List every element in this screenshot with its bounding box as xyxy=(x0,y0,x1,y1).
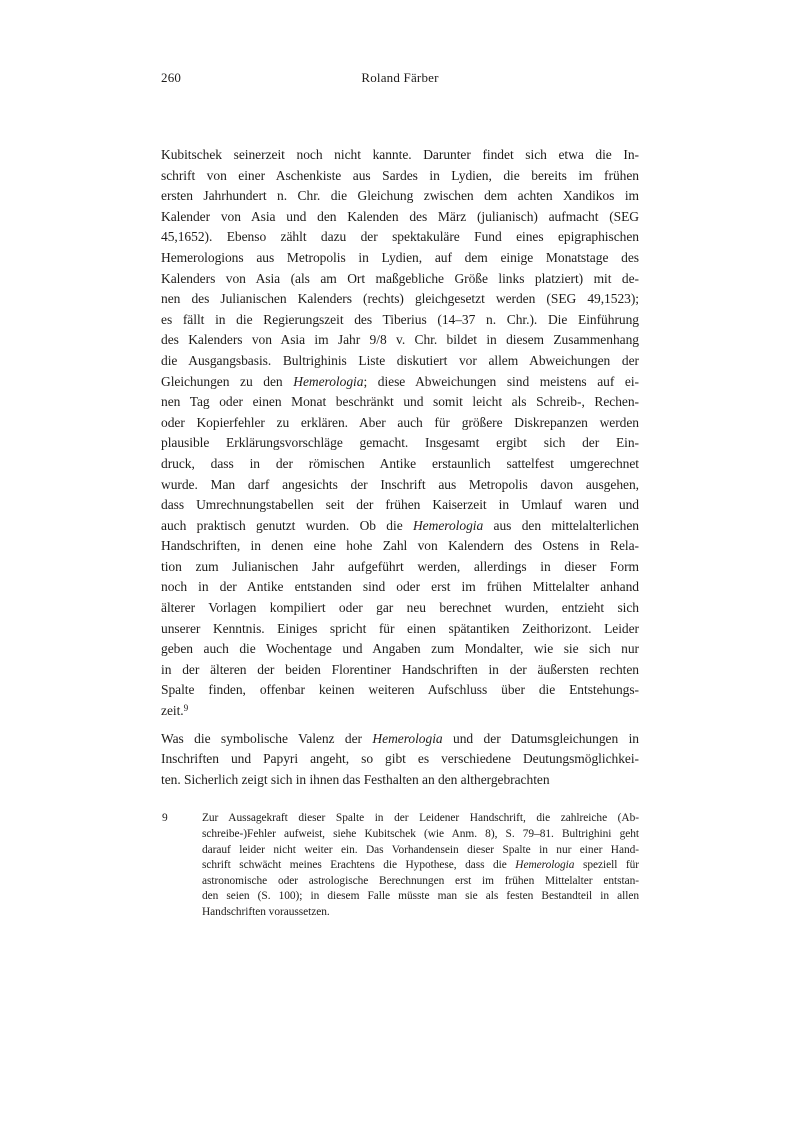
text-run: des Kalenders von Asia im Jahr 9/8 v. Chr. bildet in diesem Zusammenhang xyxy=(161,332,639,348)
text-line xyxy=(161,269,639,290)
text-line xyxy=(161,392,639,413)
text-line xyxy=(161,310,639,331)
text-run: die Ausgangsbasis. Bultrighinis Liste diskutiert vor allem Abweichungen der xyxy=(161,352,639,368)
text-line xyxy=(161,495,639,516)
text-run: Handschriften voraussetzen. xyxy=(202,905,330,918)
text-run: Kalenders von Asia (als am Ort maßgebliche Größe links platziert) mit de- xyxy=(161,270,639,286)
text-run: Gleichungen zu den xyxy=(161,373,294,389)
text-line xyxy=(161,351,639,372)
text-line xyxy=(202,858,639,874)
text-run: 45,1652). Ebenso zählt dazu der spektakuläre Fund eines epigraphischen xyxy=(161,229,639,245)
text-run: ten. Sicherlich zeigt sich in ihnen das Festhalten an den althergebrachten xyxy=(161,771,550,787)
footnote-reference: 9 xyxy=(183,702,189,713)
text-line xyxy=(161,454,639,475)
text-line xyxy=(161,516,639,537)
text-line xyxy=(161,639,639,660)
text-line xyxy=(161,598,639,619)
text-run: schrift schwächt meines Erachtens die Hypothese, dass die xyxy=(202,859,516,872)
text-run: nen des Julianischen Kalenders (rechts) gleichgesetzt werden (SEG 49,1523); xyxy=(161,291,639,307)
text-line xyxy=(161,207,639,228)
text-line xyxy=(161,619,639,640)
text-line xyxy=(161,330,639,351)
running-title: Roland Färber xyxy=(361,70,439,85)
text-line xyxy=(202,827,639,843)
italic-text-run: Hemerologia xyxy=(412,517,484,533)
text-run: älterer Vorlagen kompiliert oder gar neu berechnet wurden, entzieht sich xyxy=(161,600,639,616)
text-run: ersten Jahrhundert n. Chr. die Gleichung zwischen dem achten Xandikos im xyxy=(161,188,639,204)
text-line xyxy=(161,475,639,496)
text-run: zeit. xyxy=(161,703,184,719)
text-run: speziell für xyxy=(574,859,639,872)
text-run: schrift von einer Aschenkiste aus Sardes in Lydien, die bereits im frühen xyxy=(161,167,639,183)
text-run: ; diese Abweichungen sind meistens auf ei- xyxy=(363,373,639,389)
running-head xyxy=(161,70,639,87)
text-run: unserer Kenntnis. Einiges spricht für einen spätantiken Zeithorizont. Leider xyxy=(161,620,639,636)
text-run: Inschriften und Papyri angeht, so gibt es verschiedene Deutungsmöglichkei- xyxy=(161,751,639,767)
footnote-number: 9 xyxy=(162,812,168,825)
text-line xyxy=(161,289,639,310)
text-line xyxy=(161,701,639,722)
text-run: plausible Erklärungsvorschläge gemacht. Insgesamt ergibt sich der Ein- xyxy=(161,435,639,451)
text-line xyxy=(202,843,639,859)
text-run: Zur Aussagekraft dieser Spalte in der Leidener Handschrift, die zahlreiche (Ab- xyxy=(202,812,639,825)
text-line xyxy=(161,557,639,578)
text-run: Was die symbolische Valenz der xyxy=(161,730,373,746)
text-run: auch praktisch genutzt wurden. Ob die xyxy=(161,517,413,533)
text-run: wurde. Man darf angesichts der Inschrift aus Metropolis davon ausgehen, xyxy=(161,476,639,492)
text-run: darauf leider nicht weiter ein. Das Vorhandensein dieser Spalte in nur einer Hand- xyxy=(202,843,639,856)
text-line xyxy=(161,536,639,557)
text-line xyxy=(161,749,639,770)
text-run: tion zum Julianischen Jahr aufgeführt werden, allerdings in dieser Form xyxy=(161,558,639,574)
text-run: druck, dass in der römischen Antike erstaunlich sattelfest umgerechnet xyxy=(161,455,639,471)
text-run: dass Umrechnungstabellen seit der frühen Kaiserzeit in Umlauf waren und xyxy=(161,497,639,513)
text-line xyxy=(202,874,639,890)
text-line xyxy=(161,248,639,269)
text-run: nen Tag oder einen Monat beschränkt und somit leicht als Schreib-, Rechen- xyxy=(161,394,639,410)
text-run: und der Datumsgleichungen in xyxy=(442,730,639,746)
italic-text-run: Hemerologia xyxy=(293,373,364,389)
paragraph-second xyxy=(161,729,639,791)
text-line xyxy=(161,577,639,598)
text-run: noch in der Antike entstanden sind oder erst im frühen Mittelalter anhand xyxy=(161,579,639,595)
paragraph-main xyxy=(161,145,639,722)
text-run: Hemerologions aus Metropolis in Lydien, auf dem einige Monatstage des xyxy=(161,249,639,265)
body-text xyxy=(161,145,639,790)
italic-text-run: Hemerologia xyxy=(515,859,575,872)
page-number: 260 xyxy=(161,70,182,85)
text-run: Handschriften, in denen eine hohe Zahl von Kalendern des Ostens in Rela- xyxy=(161,538,639,554)
text-run: Spalte finden, offenbar keinen weiteren Aufschluss über die Entstehungs- xyxy=(161,682,639,698)
text-line xyxy=(202,811,639,827)
text-line xyxy=(161,660,639,681)
text-run: astronomische oder astrologische Berechnungen erst im frühen Mittelalter entstan- xyxy=(202,874,639,887)
footnote-text xyxy=(202,811,639,920)
text-line xyxy=(161,413,639,434)
text-run: oder Kopierfehler zu erklären. Aber auch für größere Diskrepanzen werden xyxy=(161,414,639,430)
page-content xyxy=(161,70,639,921)
text-line xyxy=(161,680,639,701)
text-run: Kubitschek seinerzeit noch nicht kannte. Darunter findet sich etwa die In- xyxy=(161,147,639,162)
text-run: schreibe-)Fehler aufweist, siehe Kubitschek (wie Anm. 8), S. 79–81. Bultrighini geht xyxy=(202,828,639,840)
text-line xyxy=(161,227,639,248)
text-line xyxy=(161,186,639,207)
text-line xyxy=(161,770,639,791)
text-line xyxy=(161,372,639,393)
text-run: geben auch die Wochentage und Angaben zum Mondalter, wie sie sich nur xyxy=(161,641,639,657)
text-run: aus den mittelalterlichen xyxy=(483,517,639,533)
text-line xyxy=(161,729,639,750)
text-run: den seien (S. 100); in diesem Falle müsste man sie als festen Bestandteil in allen xyxy=(202,890,639,903)
text-line xyxy=(202,889,639,905)
text-run: es fällt in die Regierungszeit des Tiberius (14–37 n. Chr.). Die Einführung xyxy=(161,311,639,327)
text-line xyxy=(161,166,639,187)
text-line xyxy=(161,145,639,166)
text-run: Kalender von Asia und den Kalenden des März (julianisch) aufmacht (SEG xyxy=(161,208,639,224)
text-run: in der älteren der beiden Florentiner Handschriften in der äußersten rechten xyxy=(161,661,639,677)
text-line xyxy=(202,905,639,921)
footnote xyxy=(161,811,639,920)
text-line xyxy=(161,433,639,454)
italic-text-run: Hemerologia xyxy=(372,730,443,746)
